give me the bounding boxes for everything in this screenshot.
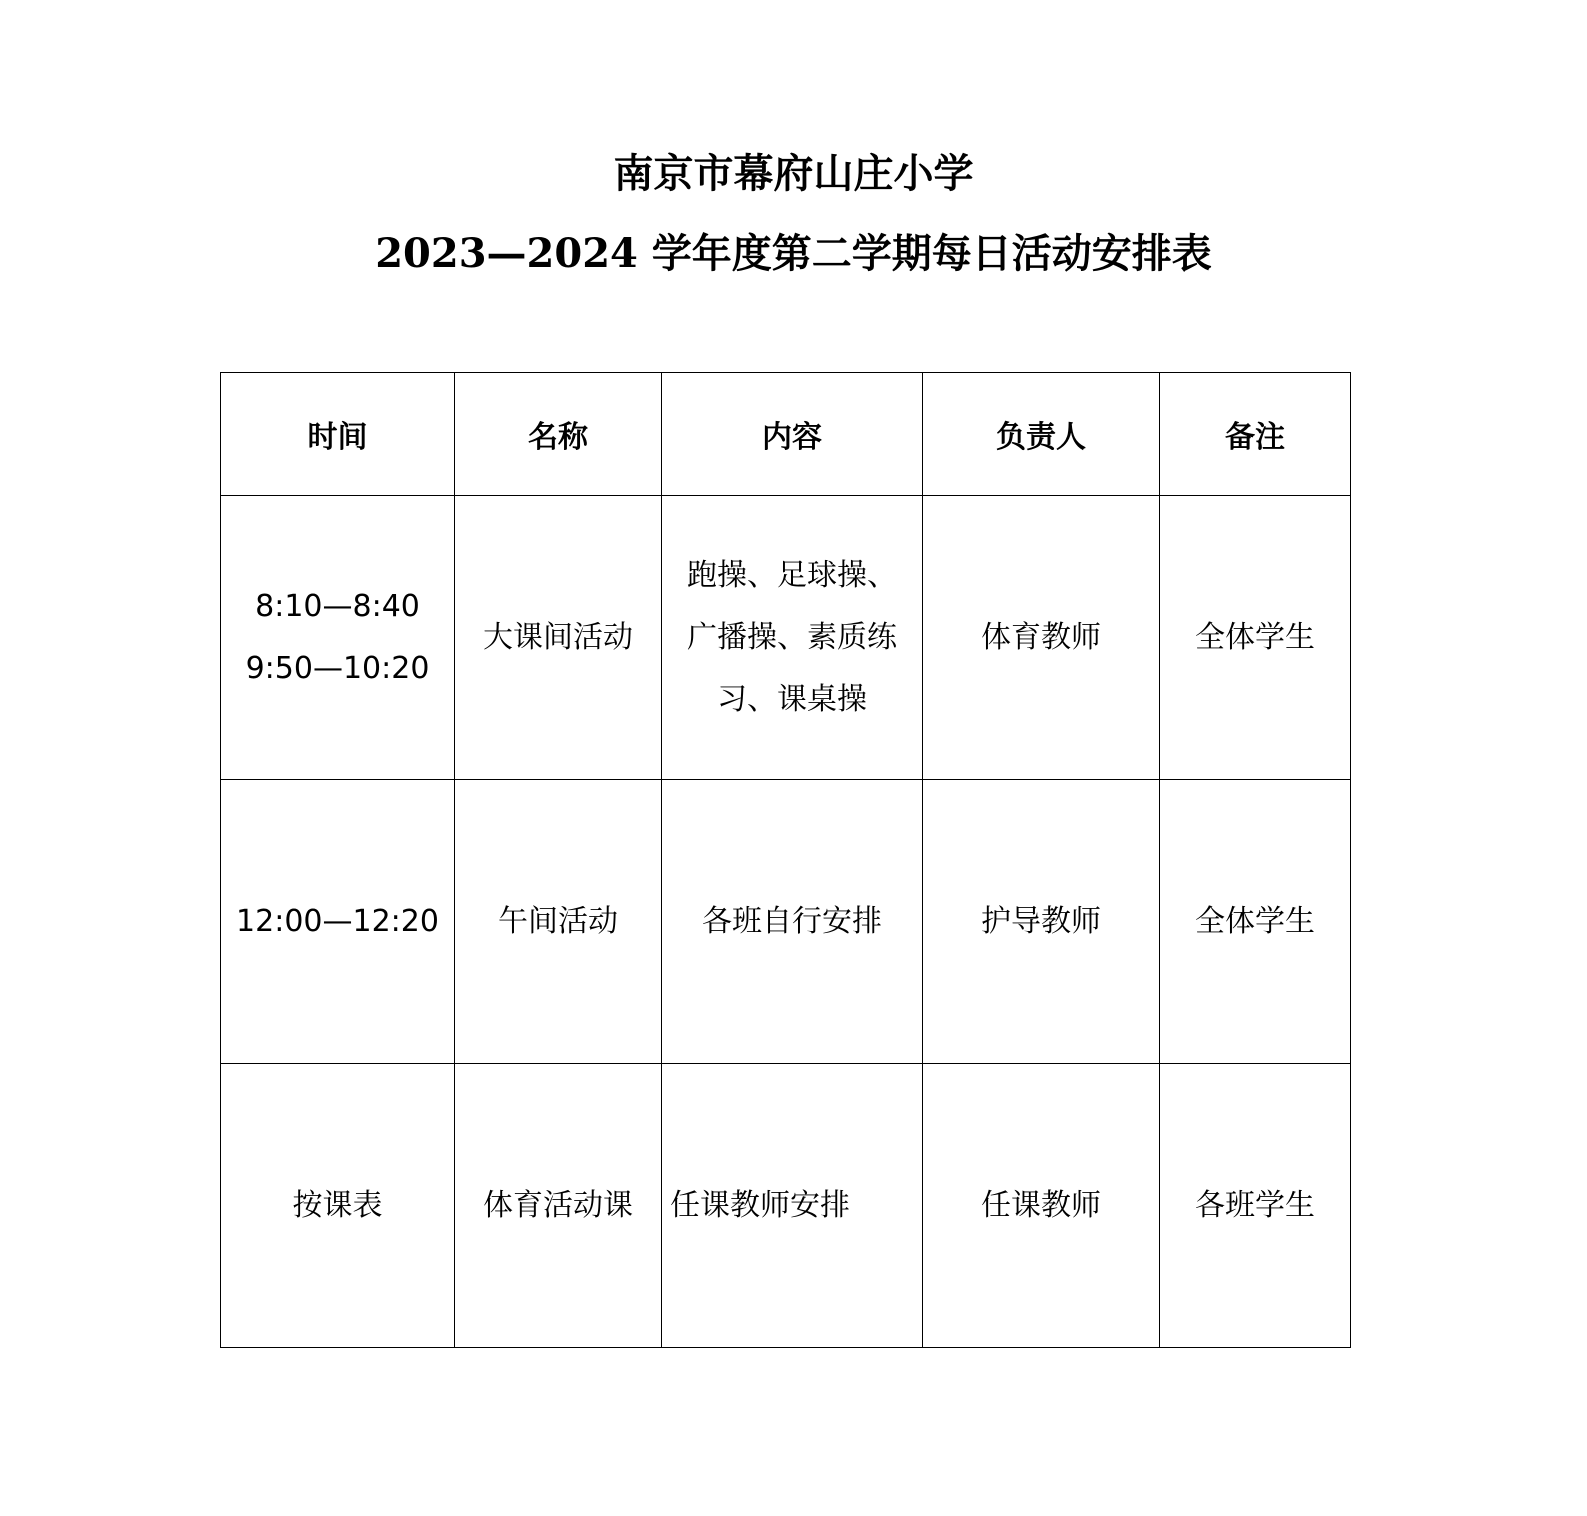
- header-content: 内容: [662, 373, 923, 496]
- table-row: [221, 1064, 1351, 1348]
- time-line: 按课表: [292, 1187, 383, 1223]
- cell-name: 午间活动: [455, 780, 662, 1064]
- time-line: 9:50—10:20: [245, 650, 430, 686]
- cell-note: 各班学生: [1160, 1064, 1351, 1348]
- cell-name: 体育活动课: [455, 1064, 662, 1348]
- title-schedule-name: 2023—2024 学年度第二学期每日活动安排表: [375, 230, 1212, 277]
- content-line: 广播操、素质练: [687, 619, 897, 655]
- time-line: 12:00—12:20: [236, 903, 439, 939]
- table-row: [221, 496, 1351, 780]
- cell-note: 全体学生: [1160, 780, 1351, 1064]
- header-owner: 负责人: [923, 373, 1160, 496]
- table-header-row: [221, 373, 1351, 496]
- cell-owner: 任课教师: [923, 1064, 1160, 1348]
- header-note: 备注: [1160, 373, 1351, 496]
- cell-owner: 体育教师: [923, 496, 1160, 780]
- header-name: 名称: [455, 373, 662, 496]
- cell-content: [662, 1064, 923, 1348]
- cell-time: [221, 1064, 455, 1348]
- document-title: [0, 134, 1587, 294]
- content-line: 任课教师安排: [670, 1187, 850, 1223]
- content-line: 习、课桌操: [717, 681, 867, 717]
- cell-content: [662, 496, 923, 780]
- header-time: 时间: [221, 373, 455, 496]
- cell-name: 大课间活动: [455, 496, 662, 780]
- content-line: 跑操、足球操、: [687, 557, 897, 593]
- cell-time: [221, 780, 455, 1064]
- time-line: 8:10—8:40: [255, 588, 420, 624]
- title-school-name: 南京市幕府山庄小学: [613, 150, 974, 197]
- cell-time: [221, 496, 455, 780]
- activity-schedule-table: [220, 372, 1351, 1348]
- cell-content: [662, 780, 923, 1064]
- cell-note: 全体学生: [1160, 496, 1351, 780]
- content-line: 各班自行安排: [702, 903, 882, 939]
- cell-owner: 护导教师: [923, 780, 1160, 1064]
- table-row: [221, 780, 1351, 1064]
